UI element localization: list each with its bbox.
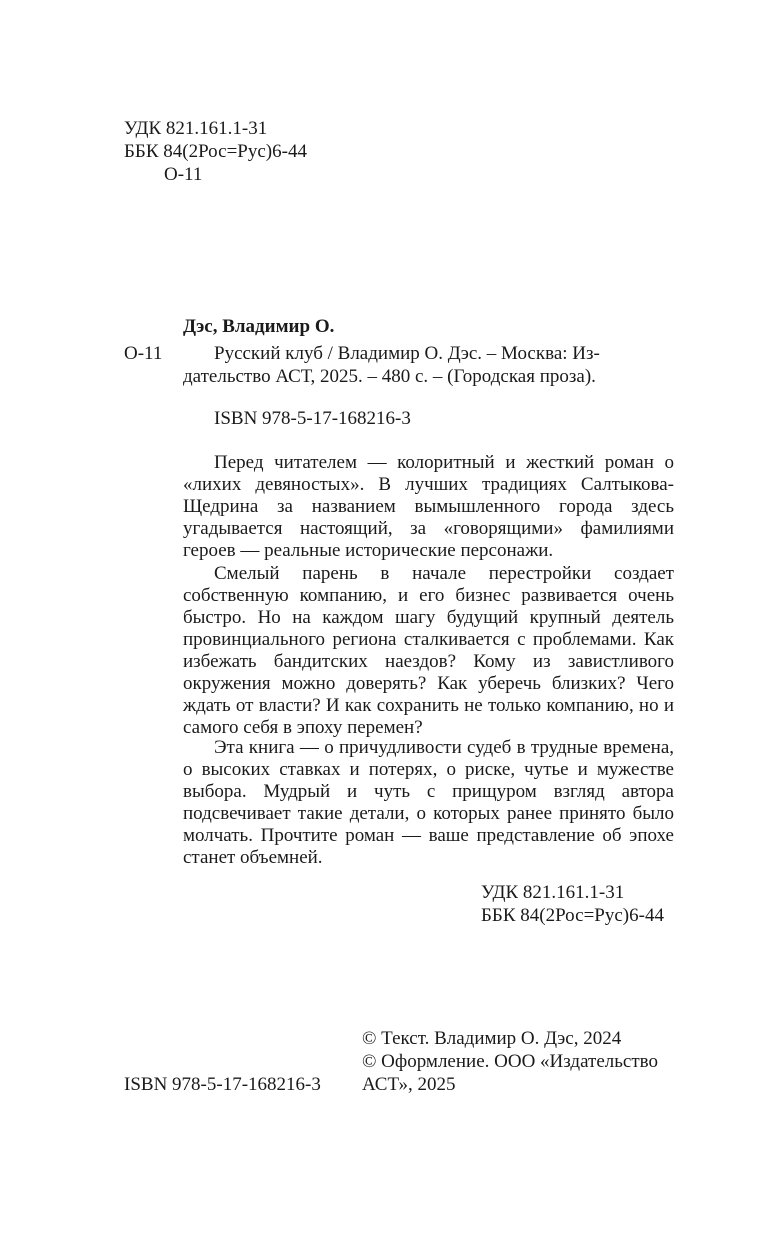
top-author-mark: О-11 (164, 164, 203, 185)
catalog-title-line-2: дательство АСТ, 2025. – 480 с. – (Городская проза). (183, 366, 596, 387)
bottom-bbk: ББК 84(2Рос=Рус)6-44 (481, 905, 664, 926)
catalog-title-line-1: Русский клуб / Владимир О. Дэс. – Москва: Из- (214, 343, 600, 364)
top-bbk: ББК 84(2Рос=Рус)6-44 (124, 141, 307, 162)
annotation-paragraph-1: Перед читателем — колоритный и жесткий роман о «лихих девяностых». В лучших традициях Салтыкова-Щедрина за названием вымышленного города здесь угадывается настоящий, за «говорящими» фамилиями героев — реальные исторические персонажи. (183, 452, 674, 561)
catalog-mark: О-11 (124, 343, 163, 364)
annotation-paragraph-3: Эта книга — о причудливости судеб в трудные времена, о высоких ставках и потерях, о риске, чутье и мужестве выбора. Мудрый и чуть с прищуром взгляд автора подсвечивает такие детали, о которых ранее принято было молчать. Прочтите роман — ваше представление об эпохе станет объемней. (183, 737, 674, 868)
annotation-paragraph-2: Смелый парень в начале перестройки создает собственную компанию, и его бизнес развивается очень быстро. Но на каждом шагу будущий крупный деятель провинциального региона сталкивается с проблемами. Как избежать бандитских наездов? Кому из завистливого окружения можно доверять? Как уберечь близких? Чего ждать от власти? И как сохранить не только компанию, но и самого себя в эпоху перемен? (183, 563, 674, 738)
copyright-text-line: © Текст. Владимир О. Дэс, 2024 (362, 1028, 622, 1049)
footer-isbn: ISBN 978-5-17-168216-3 (124, 1074, 321, 1095)
bottom-udk: УДК 821.161.1-31 (481, 882, 625, 903)
copyright-design-line-1: © Оформление. ООО «Издательство (362, 1051, 659, 1072)
copyright-design-line-2: АСТ», 2025 (362, 1074, 456, 1095)
catalog-isbn: ISBN 978-5-17-168216-3 (214, 408, 411, 429)
author-heading: Дэс, Владимир О. (183, 316, 335, 337)
top-udk: УДК 821.161.1-31 (124, 118, 268, 139)
